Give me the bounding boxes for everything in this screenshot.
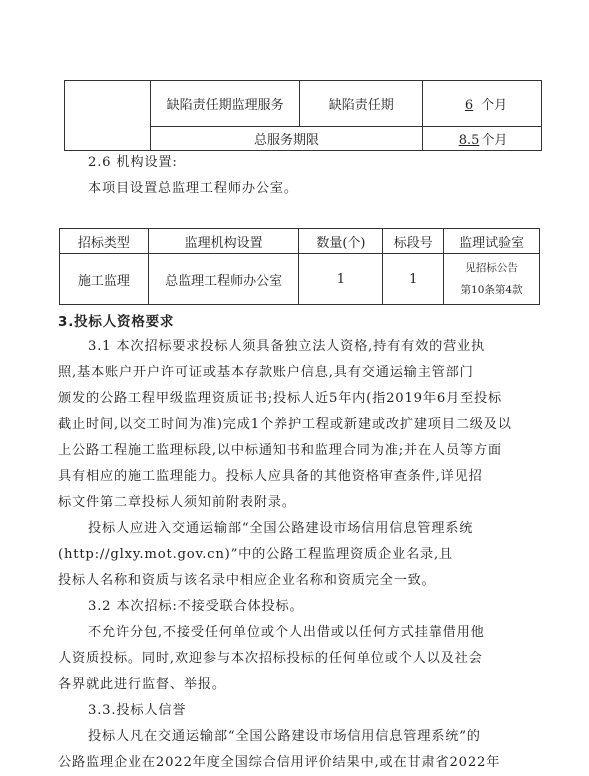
section-3-heading: 3.投标人资格要求 — [58, 314, 175, 330]
p1-line: 上公路工程施工监理标段,以中标通知书和监理合同为准;并在人员等方面 — [58, 443, 502, 458]
p3: 3.2 本次招标:不接受联合体投标。 — [88, 599, 304, 614]
months-unit: 个月 — [481, 133, 508, 148]
bid-type-cell: 施工监理 — [60, 254, 149, 305]
section-cell: 1 — [383, 254, 444, 305]
p2-line: 投标人名称和资质与该名录中相应企业名称和资质完全一致。 — [58, 573, 436, 588]
p4-line: 不允许分包,不接受任何单位或个人出借或以任何方式挂靠借用他 — [88, 625, 485, 640]
p2-line: (http://glxy.mot.gov.cn)”中的公路工程监理资质企业名录,且 — [58, 547, 453, 562]
p6-line: 公路监理企业在2022年度全国综合信用评价结果中,或在甘肃省2022年 — [58, 755, 501, 770]
p1-line: 3.1 本次招标要求投标人须具备独立法人资格,持有有效的营业执 — [88, 339, 486, 354]
col-header: 标段号 — [383, 229, 444, 254]
col-header: 监理试验室 — [444, 229, 540, 254]
p1-line: 照,基本账户开户许可证或基本存款账户信息,具有交通运输主管部门 — [58, 365, 474, 380]
p1-line: 标文件第二章投标人须知前附表附录。 — [58, 495, 296, 510]
supervision-org-table — [59, 228, 540, 305]
section-2-6-body: 本项目设置总监理工程师办公室。 — [88, 181, 298, 196]
p4-line: 各界就此进行监督、举报。 — [58, 677, 226, 692]
table1-row1-col2: 缺陷责任期监理服务 — [150, 81, 299, 127]
table1-row1-col3: 缺陷责任期 — [300, 81, 423, 127]
p5: 3.3.投标人信誉 — [88, 703, 187, 718]
col-header: 招标类型 — [60, 229, 149, 254]
p6-line: 投标人凡在交通运输部“全国公路建设市场信用信息管理系统”的 — [88, 729, 481, 744]
table1-row1-value — [423, 81, 542, 127]
service-period-table — [64, 80, 542, 151]
lab-line-2: 第10条第4款 — [460, 284, 523, 296]
defect-period-months: 6 — [464, 98, 474, 113]
org-cell: 总监理工程师办公室 — [148, 254, 299, 305]
lab-line-1: 见招标公告 — [465, 262, 518, 274]
p1-line: 具有相应的施工监理能力。投标人应具备的其他资格审查条件,详见招 — [58, 469, 483, 484]
table1-row2-value — [423, 127, 542, 151]
total-service-label: 总服务期限 — [150, 127, 422, 151]
section-2-6-heading: 2.6 机构设置: — [88, 155, 178, 170]
table1-empty-cell — [65, 81, 151, 151]
total-months: 8.5 — [458, 133, 480, 148]
p2-line: 投标人应进入交通运输部“全国公路建设市场信用信息管理系统 — [88, 521, 474, 536]
p4-line: 人资质投标。同时,欢迎参与本次招标投标的任何单位或个人以及社会 — [58, 651, 483, 666]
months-unit: 个月 — [481, 98, 508, 113]
p1-line: 截止时间,以交工时间为准)完成1个养护工程或新建或改扩建项目二级及以 — [58, 417, 512, 432]
count-cell: 1 — [299, 254, 383, 305]
col-header: 数量(个) — [299, 229, 383, 254]
lab-cell — [444, 254, 540, 305]
col-header: 监理机构设置 — [148, 229, 299, 254]
p1-line: 颁发的公路工程甲级监理资质证书;投标人近5年内(指2019年6月至投标 — [58, 391, 502, 406]
